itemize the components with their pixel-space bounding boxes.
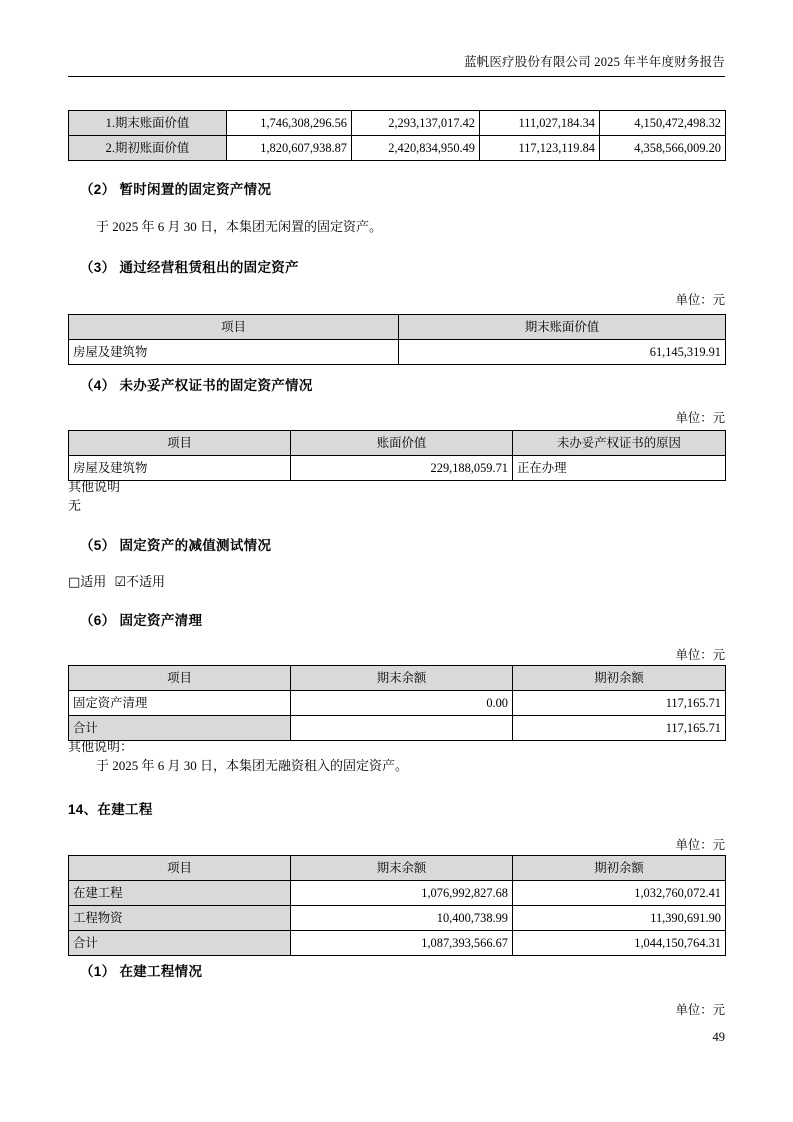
column-header: 期初余额 — [513, 666, 726, 691]
section-6-heading-block — [68, 609, 725, 629]
cell-item: 房屋及建筑物 — [69, 456, 291, 481]
table-row — [69, 716, 726, 741]
column-header: 项目 — [69, 431, 291, 456]
row-label: 2.期初账面价值 — [69, 136, 227, 161]
cell-value: 117,165.71 — [513, 691, 726, 716]
section-14-unit-block — [68, 835, 725, 853]
column-header: 项目 — [69, 856, 291, 881]
cell-value: 1,044,150,764.31 — [513, 931, 726, 956]
page-header: 蓝帆医疗股份有限公司 2025 年半年度财务报告 — [463, 55, 725, 69]
section-14-heading-block — [68, 798, 725, 818]
table-header-row — [69, 666, 726, 691]
cell-reason: 正在办理 — [513, 456, 726, 481]
cell-item: 房屋及建筑物 — [69, 340, 399, 365]
cell-value: 1,820,607,938.87 — [227, 136, 352, 161]
cell-item: 工程物资 — [69, 906, 291, 931]
operating-lease-fixed-assets-table — [68, 314, 726, 365]
section-6-unit-block — [68, 645, 725, 663]
cell-item: 固定资产清理 — [69, 691, 291, 716]
unit-label: 单位：元 — [675, 648, 725, 662]
section-5-heading-block — [68, 534, 725, 554]
section-4-note-block — [68, 478, 725, 516]
section-4-table-block — [68, 430, 725, 481]
section-14-sub1-unit-block — [68, 1000, 725, 1018]
table-header-row — [69, 856, 726, 881]
cell-item: 合计 — [69, 716, 291, 741]
table-header-row — [69, 315, 726, 340]
page-number: 49 — [712, 1030, 725, 1044]
table-row — [69, 691, 726, 716]
other-note-body: 于 2025 年 6 月 30 日，本集团无融资租入的固定资产。 — [96, 757, 409, 773]
section-2-body-block — [68, 218, 725, 237]
column-header: 期末余额 — [291, 856, 513, 881]
column-header: 未办妥产权证书的原因 — [513, 431, 726, 456]
section-4-heading: （4） 未办妥产权证书的固定资产情况 — [80, 378, 313, 393]
label-applicable: 适用 — [80, 575, 107, 590]
cell-value — [291, 716, 513, 741]
carryover-table-block — [68, 110, 725, 161]
section-6-table-block — [68, 665, 725, 741]
section-14-sub1-heading: （1） 在建工程情况 — [80, 964, 203, 979]
cell-value: 1,076,992,827.68 — [291, 881, 513, 906]
section-14-heading: 14、在建工程 — [68, 802, 153, 817]
section-2-heading-block — [68, 178, 725, 198]
column-header: 期末账面价值 — [399, 315, 726, 340]
section-2-paragraph: 于 2025 年 6 月 30 日，本集团无闲置的固定资产。 — [96, 219, 383, 234]
cell-value: 10,400,738.99 — [291, 906, 513, 931]
cell-value: 1,087,393,566.67 — [291, 931, 513, 956]
section-2-heading: （2） 暂时闲置的固定资产情况 — [80, 182, 272, 197]
table-row — [69, 931, 726, 956]
section-5-options-block — [68, 571, 725, 590]
column-header: 账面价值 — [291, 431, 513, 456]
cell-item: 在建工程 — [69, 881, 291, 906]
carryover-value-table — [68, 110, 726, 161]
table-row — [69, 906, 726, 931]
cell-value: 11,390,691.90 — [513, 906, 726, 931]
table-row — [69, 456, 726, 481]
cell-value: 111,027,184.34 — [480, 111, 600, 136]
cell-value: 0.00 — [291, 691, 513, 716]
other-note-label: 其他说明 — [68, 479, 121, 494]
construction-in-progress-table — [68, 855, 726, 956]
cell-value: 61,145,319.91 — [399, 340, 726, 365]
column-header: 期初余额 — [513, 856, 726, 881]
row-label: 1.期末账面价值 — [69, 111, 227, 136]
table-header-row — [69, 431, 726, 456]
cell-value: 4,358,566,009.20 — [600, 136, 726, 161]
cell-value: 229,188,059.71 — [291, 456, 513, 481]
table-row — [69, 881, 726, 906]
section-5-heading: （5） 固定资产的减值测试情况 — [80, 538, 272, 553]
section-3-table-block — [68, 314, 725, 365]
fixed-asset-disposal-table — [68, 665, 726, 741]
unit-label: 单位：元 — [675, 293, 725, 307]
table-row — [69, 136, 726, 161]
other-note-value: 无 — [68, 497, 82, 513]
checkbox-not-applicable[interactable]: ☑ — [114, 575, 126, 590]
checkbox-applicable[interactable]: □ — [68, 575, 81, 590]
no-title-certificate-assets-table — [68, 430, 726, 481]
section-6-note-block — [68, 738, 725, 776]
header-divider — [68, 76, 725, 77]
unit-label: 单位：元 — [675, 838, 725, 852]
cell-value: 4,150,472,498.32 — [600, 111, 726, 136]
cell-value: 1,032,760,072.41 — [513, 881, 726, 906]
cell-value: 1,746,308,296.56 — [227, 111, 352, 136]
section-3-unit-block — [68, 290, 725, 308]
cell-value: 2,420,834,950.49 — [352, 136, 480, 161]
other-note-label: 其他说明： — [68, 739, 134, 754]
column-header: 项目 — [69, 666, 291, 691]
cell-value: 2,293,137,017.42 — [352, 111, 480, 136]
cell-value: 117,123,119.84 — [480, 136, 600, 161]
cell-value: 117,165.71 — [513, 716, 726, 741]
cell-item: 合计 — [69, 931, 291, 956]
label-not-applicable: 不适用 — [125, 575, 165, 590]
unit-label: 单位：元 — [675, 411, 725, 425]
section-14-table-block — [68, 855, 725, 956]
section-6-heading: （6） 固定资产清理 — [80, 613, 203, 628]
table-row — [69, 340, 726, 365]
section-4-unit-block — [68, 408, 725, 426]
section-4-heading-block — [68, 374, 725, 394]
section-3-heading-block — [68, 256, 725, 276]
table-row — [69, 111, 726, 136]
column-header: 期末余额 — [291, 666, 513, 691]
section-3-heading: （3） 通过经营租赁租出的固定资产 — [80, 260, 299, 275]
column-header: 项目 — [69, 315, 399, 340]
section-14-sub1-heading-block — [68, 960, 725, 980]
unit-label: 单位：元 — [675, 1003, 725, 1017]
applicability-options — [68, 571, 725, 590]
